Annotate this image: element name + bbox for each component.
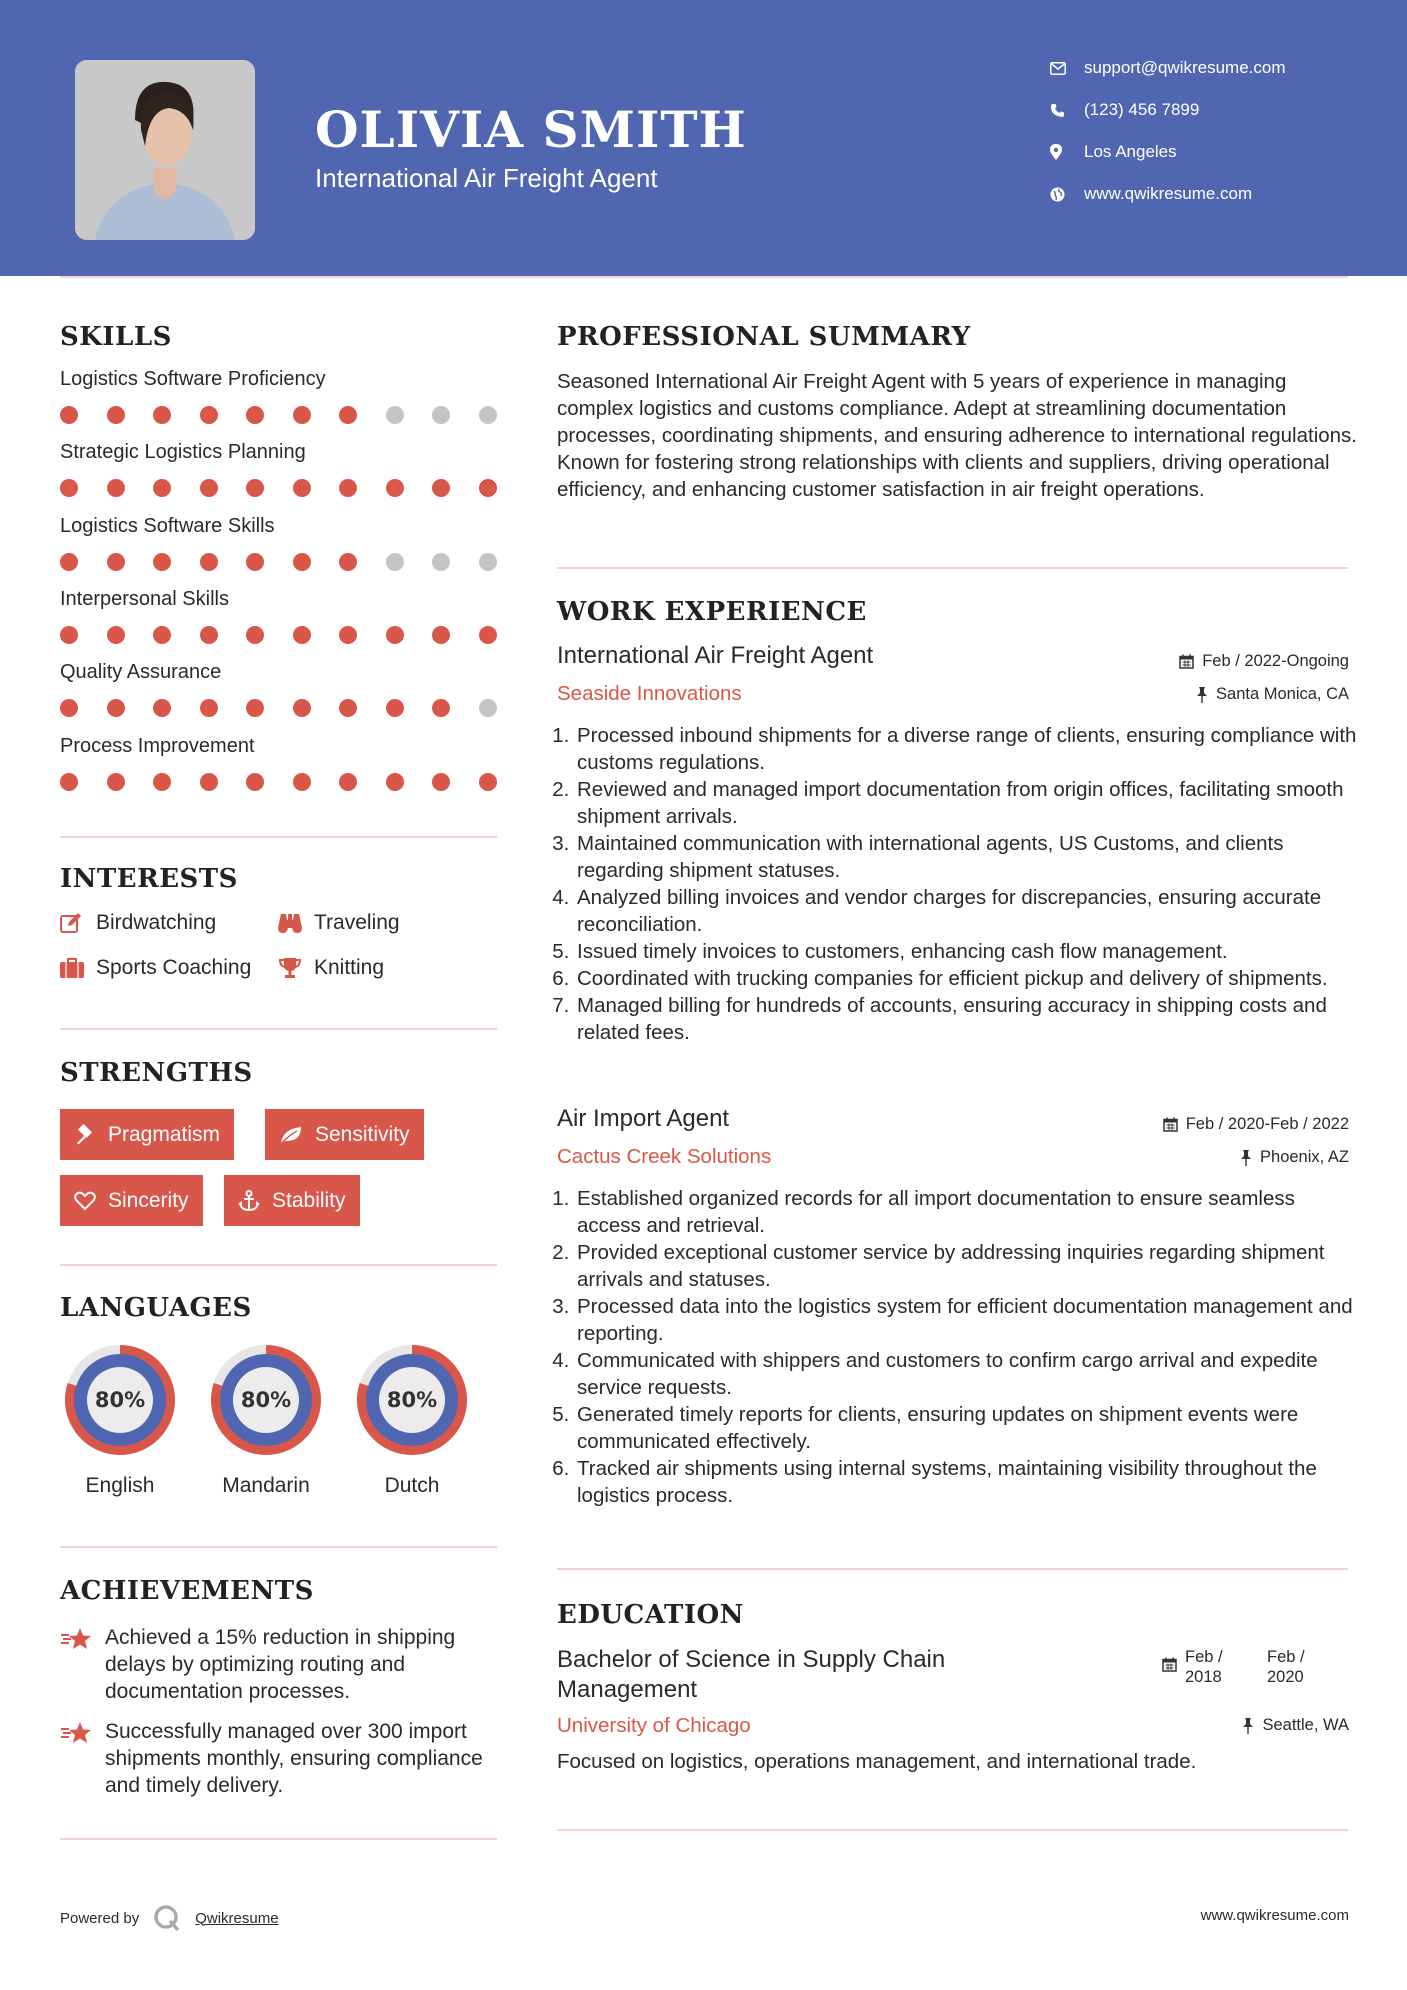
interests-heading: INTERESTS [60,864,238,894]
rating-dot-filled [293,406,311,424]
languages-heading: LANGUAGES [60,1293,252,1323]
heart-icon [74,1191,96,1211]
edu-start [1185,1647,1267,1687]
strength-stability [224,1175,360,1226]
map-pin-icon [1050,144,1084,160]
strength-label: Stability [272,1188,346,1212]
rating-dot-filled [60,699,78,717]
interest-label: Knitting [314,956,385,979]
rating-dot-filled [479,479,497,497]
contact-phone[interactable] [1050,100,1199,120]
phone-icon [1050,103,1084,118]
duty-item: 2. Reviewed and managed import documentation from origin offices, facilitating smooth shipment arrivals. [575,776,1357,830]
edu-start-line: 2018 [1185,1668,1222,1686]
language-name: English [85,1474,155,1497]
rating-dot-filled [293,553,311,571]
interest-label: Birdwatching [96,911,217,934]
rating-dot-empty [386,406,404,424]
rating-dot-filled [200,773,218,791]
duty-item: 7. Managed billing for hundreds of accounts, ensuring accuracy in shipping costs and related fees. [575,992,1357,1046]
skill-rating [60,479,525,497]
rating-dot-filled [339,406,357,424]
binoculars-icon [278,912,314,934]
rating-dot-filled [293,773,311,791]
skill-rating [60,406,525,424]
language-percent: 80% [240,1388,292,1412]
achievement-item [60,1624,500,1705]
rating-dot-filled [339,626,357,644]
language-name: Dutch [384,1474,440,1497]
job-location [1240,1148,1349,1167]
duty-item: 3. Processed data into the logistics system for efficient documentation management and reporting. [575,1293,1357,1347]
rating-dot-filled [246,626,264,644]
globe-icon [1050,187,1084,202]
achievements-divider [60,1838,497,1840]
interest-birdwatching [60,911,216,935]
interest-label: Traveling [314,911,400,934]
rating-dot-empty [432,406,450,424]
calendar-icon [1162,1657,1177,1687]
job-dates [1179,652,1349,671]
location-text: Los Angeles [1084,142,1177,161]
rating-dot-filled [200,699,218,717]
summary-text: Seasoned International Air Freight Agent with 5 years of experience in managing complex logistics and customs compliance. Adept at streamlining documentation processes, coordinating shipments, and ensuring adherence to international regulations. Known for fostering strong relationships with clients and suppliers, driving operational efficiency, and enhancing customer satisfaction in air freight operations. [557,370,1358,501]
rating-dot-filled [246,406,264,424]
skill-rating [60,773,525,791]
skill-rating [60,626,525,644]
rating-dot-filled [200,553,218,571]
skill-name: Logistics Software Proficiency [60,368,326,390]
calendar-icon [1163,1117,1178,1132]
degree-line: Management [557,1676,698,1703]
duty-item: 4. Communicated with shippers and customers to confirm cargo arrival and expedite service requests. [575,1347,1357,1401]
rating-dot-filled [107,406,125,424]
duty-item: 5. Generated timely reports for clients, ensuring updates on shipment events were communicated effectively. [575,1401,1357,1455]
job-duties-list [557,1185,1357,1509]
rating-dot-filled [107,699,125,717]
interest-label: Sports Coaching [96,956,252,979]
skill-name: Logistics Software Skills [60,514,275,537]
edu-start-line: Feb / [1185,1648,1223,1666]
job-location-text: Santa Monica, CA [1216,685,1349,703]
rating-dot-empty [386,553,404,571]
job-title: Air Import Agent [557,1105,730,1132]
job-dates-text: Feb / 2022-Ongoing [1202,652,1349,670]
rating-dot-filled [200,479,218,497]
interest-sports-coaching [60,956,251,980]
company-name: Seaside Innovations [557,682,742,705]
rating-dot-filled [153,479,171,497]
interest-traveling [278,911,400,935]
degree-title [557,1645,945,1705]
rating-dot-filled [339,553,357,571]
duty-item: 6. Tracked air shipments using internal systems, maintaining visibility throughout the logistics process. [575,1455,1357,1509]
powered-by-text: Powered by [60,1909,140,1927]
language-ring [205,1339,327,1465]
summary-heading: PROFESSIONAL SUMMARY [557,322,971,352]
interests-divider [60,1028,497,1030]
leaf-icon [279,1125,303,1145]
edu-end [1267,1647,1305,1687]
rating-dot-filled [60,553,78,571]
rating-dot-filled [293,626,311,644]
rating-dot-filled [246,479,264,497]
rating-dot-filled [246,699,264,717]
strength-label: Sensitivity [315,1122,410,1146]
email-text: support@qwikresume.com [1084,58,1286,77]
rating-dot-filled [339,773,357,791]
rating-dot-filled [107,553,125,571]
achievement-text: Achieved a 15% reduction in shipping delays by optimizing routing and documentation processes. [105,1626,456,1703]
rating-dot-filled [432,773,450,791]
skills-divider [60,836,497,838]
duty-item: 1. Processed inbound shipments for a diverse range of clients, ensuring compliance with customs regulations. [575,722,1357,776]
education-location [1242,1716,1349,1735]
anchor-icon [238,1190,260,1212]
rating-dot-filled [60,406,78,424]
strength-sincerity [60,1175,203,1226]
contact-website[interactable] [1050,184,1252,204]
job-dates [1163,1115,1349,1134]
star-icon [60,1624,105,1705]
rating-dot-empty [479,553,497,571]
rating-dot-filled [153,626,171,644]
school-name: University of Chicago [557,1714,751,1737]
strength-label: Sincerity [108,1188,189,1212]
job-location-text: Phoenix, AZ [1260,1148,1349,1166]
header-banner [0,0,1407,276]
education-location-text: Seattle, WA [1262,1716,1349,1734]
skill-name: Quality Assurance [60,661,222,684]
rating-dot-filled [200,626,218,644]
pencil-square-icon [60,912,96,934]
education-description: Focused on logistics, operations management, and international trade. [557,1750,1197,1773]
strengths-heading: STRENGTHS [60,1058,253,1088]
profile-photo [75,60,255,240]
pushpin-icon [1196,687,1208,703]
brand-link[interactable]: Qwikresume [195,1909,279,1927]
rating-dot-filled [386,479,404,497]
education-heading: EDUCATION [557,1600,744,1630]
rating-dot-filled [153,699,171,717]
duty-item: 5. Issued timely invoices to customers, enhancing cash flow management. [575,938,1357,965]
rating-dot-filled [246,773,264,791]
gavel-icon [74,1124,96,1146]
skill-rating [60,699,525,717]
contact-location [1050,142,1177,162]
language-name: Mandarin [222,1474,310,1497]
company-name: Cactus Creek Solutions [557,1145,772,1168]
rating-dot-empty [479,406,497,424]
footer-powered [60,1904,279,1932]
briefcase-icon [60,958,96,978]
rating-dot-filled [432,626,450,644]
qwikresume-logo-icon [153,1904,181,1932]
edu-end-line: 2020 [1267,1668,1304,1686]
language-percent: 80% [94,1388,146,1412]
interest-knitting [278,956,384,980]
degree-line: Bachelor of Science in Supply Chain [557,1646,946,1673]
strength-label: Pragmatism [108,1122,221,1146]
rating-dot-filled [246,553,264,571]
rating-dot-filled [293,479,311,497]
rating-dot-filled [153,406,171,424]
rating-dot-filled [60,626,78,644]
candidate-name: OLIVIA SMITH [315,100,747,159]
rating-dot-filled [386,773,404,791]
skill-name: Process Improvement [60,734,255,757]
calendar-icon [1179,654,1194,669]
experience-divider [557,1568,1348,1570]
rating-dot-filled [107,773,125,791]
language-ring [351,1339,473,1465]
rating-dot-filled [432,479,450,497]
rating-dot-filled [339,699,357,717]
candidate-title: International Air Freight Agent [315,163,658,193]
language-percent: 80% [386,1388,438,1412]
rating-dot-filled [479,773,497,791]
skills-heading: SKILLS [60,322,172,352]
website-text: www.qwikresume.com [1084,184,1253,203]
education-dates [1162,1647,1305,1687]
rating-dot-filled [293,699,311,717]
duty-item: 6. Coordinated with trucking companies for efficient pickup and delivery of shipments. [575,965,1357,992]
strength-sensitivity [265,1109,424,1160]
rating-dot-filled [153,773,171,791]
star-icon [60,1718,105,1799]
footer-website[interactable]: www.qwikresume.com [1200,1907,1349,1924]
header-divider [60,276,1348,278]
rating-dot-empty [432,553,450,571]
duty-item: 1. Established organized records for all import documentation to ensure seamless access and retrieval. [575,1185,1357,1239]
strength-pragmatism [60,1109,234,1160]
rating-dot-filled [60,479,78,497]
strengths-divider [60,1264,497,1266]
rating-dot-filled [107,479,125,497]
pushpin-icon [1240,1150,1252,1166]
pushpin-icon [1242,1718,1254,1734]
job-location [1196,685,1349,704]
rating-dot-filled [432,699,450,717]
achievement-text: Successfully managed over 300 import shipments monthly, ensuring compliance and timely delivery. [105,1720,483,1797]
skill-rating [60,553,525,571]
job-title: International Air Freight Agent [557,642,874,669]
language-ring [59,1339,181,1465]
rating-dot-filled [200,406,218,424]
skill-name: Strategic Logistics Planning [60,441,306,464]
duty-item: 2. Provided exceptional customer service by addressing inquiries regarding shipment arrivals and statuses. [575,1239,1357,1293]
rating-dot-filled [339,479,357,497]
summary-divider [557,567,1348,569]
trophy-icon [278,957,314,979]
languages-divider [60,1546,497,1548]
rating-dot-filled [60,773,78,791]
achievement-item [60,1718,500,1799]
achievements-heading: ACHIEVEMENTS [60,1576,314,1606]
job-dates-text: Feb / 2020-Feb / 2022 [1185,1115,1349,1133]
edu-end-line: Feb / [1267,1648,1305,1666]
education-divider [557,1829,1348,1831]
job-duties-list [557,722,1357,1046]
rating-dot-filled [107,626,125,644]
experience-heading: WORK EXPERIENCE [557,597,867,627]
phone-text: (123) 456 7899 [1084,100,1200,119]
rating-dot-empty [479,699,497,717]
duty-item: 3. Maintained communication with international agents, US Customs, and clients regarding shipment statuses. [575,830,1357,884]
rating-dot-filled [386,626,404,644]
contact-email[interactable] [1050,58,1286,78]
rating-dot-filled [153,553,171,571]
duty-item: 4. Analyzed billing invoices and vendor charges for discrepancies, ensuring accurate reconciliation. [575,884,1357,938]
rating-dot-filled [479,626,497,644]
rating-dot-filled [386,699,404,717]
skill-name: Interpersonal Skills [60,587,229,610]
envelope-icon [1050,62,1084,75]
